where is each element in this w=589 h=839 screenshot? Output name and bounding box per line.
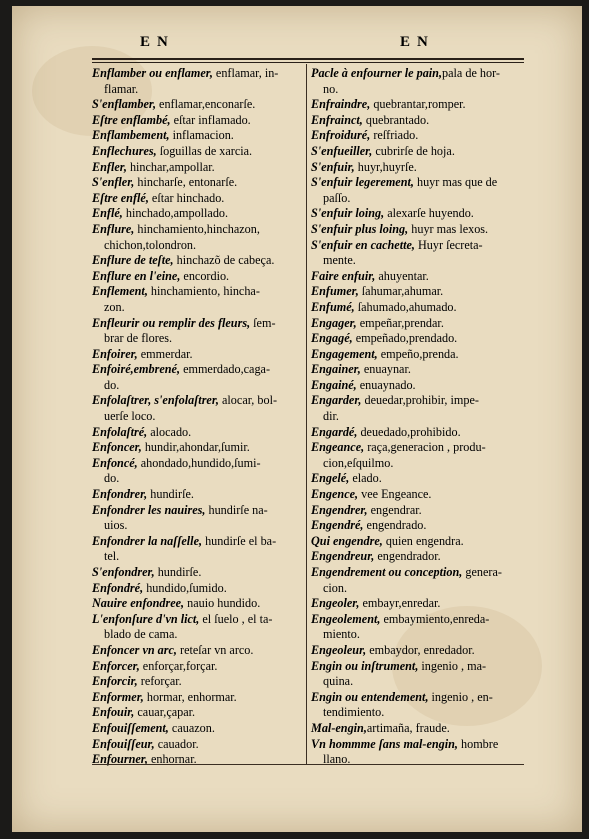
dictionary-entry (311, 503, 526, 519)
dictionary-entry (311, 721, 526, 737)
bottom-rule (92, 764, 524, 765)
dictionary-entry (92, 487, 300, 503)
entry-definition: nauio hundido. (184, 596, 261, 611)
entry-definition: enuaynado. (356, 377, 416, 392)
entry-definition: emmerdado,caga- (180, 362, 271, 377)
left-column (92, 66, 300, 768)
dictionary-entry (311, 393, 526, 424)
entry-headword: Enfondrer les nauires, (92, 502, 206, 517)
dictionary-entry (311, 487, 526, 503)
dictionary-entry (311, 316, 526, 332)
header-right: EN (400, 34, 435, 50)
entry-headword: S'enfuir, (311, 159, 355, 174)
entry-headword: Eſtre enflambé, (92, 112, 171, 127)
entry-definition: embaydor, enredador. (366, 642, 475, 657)
dictionary-entry (311, 238, 526, 269)
dictionary-entry (311, 300, 526, 316)
dictionary-entry (311, 206, 526, 222)
dictionary-entry (311, 596, 526, 612)
entry-headword: Engainé, (311, 377, 357, 392)
entry-headword: S'enfuir legerement, (311, 175, 414, 190)
dictionary-entry (311, 128, 526, 144)
entry-definition: reforçar. (137, 674, 182, 689)
entry-headword: Engendreur, (311, 549, 375, 564)
entry-definition: embayr,enredar. (359, 596, 441, 611)
entry-headword: Vn hommme ſans mal-engin, (311, 736, 458, 751)
entry-headword: Enflure, (92, 221, 135, 236)
dictionary-entry (92, 565, 300, 581)
entry-continuation: uios. (104, 518, 128, 533)
entry-definition: cauar,çapar. (134, 705, 196, 720)
entry-definition: hundirſe. (147, 487, 194, 502)
dictionary-entry (311, 97, 526, 113)
entry-definition: hincharſe, entonarſe. (134, 175, 238, 190)
dictionary-entry (92, 222, 300, 253)
entry-definition: engendrador. (374, 549, 441, 564)
entry-definition: quebrantado. (362, 112, 430, 127)
entry-definition: huyr mas que de (413, 175, 498, 190)
entry-headword: Engelé, (311, 471, 350, 486)
entry-definition: ſahumado,ahumado. (354, 299, 457, 314)
entry-headword: Enflure de teſte, (92, 253, 174, 268)
entry-headword: S'enflamber, (92, 97, 156, 112)
entry-definition: enforçar,forçar. (139, 658, 218, 673)
dictionary-entry (92, 456, 300, 487)
dictionary-entry (92, 440, 300, 456)
dictionary-entry (311, 690, 526, 721)
entry-definition: cauador. (154, 736, 199, 751)
entry-definition: cubrirſe de hoja. (372, 143, 455, 158)
dictionary-entry (92, 316, 300, 347)
dictionary-entry (92, 347, 300, 363)
entry-headword: Nauire enfondree, (92, 596, 185, 611)
entry-headword: Pacle à enfourner le pain, (311, 66, 443, 80)
entry-continuation: do. (104, 471, 120, 486)
entry-headword: Enflechures, (92, 143, 157, 158)
header-rule-thin (92, 62, 524, 63)
entry-headword: S'enfler, (92, 175, 135, 190)
entry-continuation: dir. (323, 409, 339, 424)
entry-definition: hinchado,ampollado. (122, 206, 229, 221)
entry-headword: Enfoiré,embrené, (92, 362, 181, 377)
entry-continuation: miento. (323, 627, 360, 642)
entry-headword: Enformer, (92, 689, 144, 704)
entry-headword: S'enfuir loing, (311, 206, 385, 221)
entry-headword: Engarder, (311, 393, 362, 408)
entry-definition: quien engendra. (382, 533, 464, 548)
dictionary-entry (311, 425, 526, 441)
dictionary-entry (311, 659, 526, 690)
entry-continuation: llano. (323, 752, 351, 767)
dictionary-entry (92, 503, 300, 534)
dictionary-entry (311, 66, 526, 97)
dictionary-entry (92, 66, 300, 97)
running-header (92, 34, 541, 56)
dictionary-entry (311, 113, 526, 129)
entry-definition: eſtar hinchado. (148, 190, 225, 205)
entry-headword: Enflamber ou enflamer, (92, 66, 213, 80)
entry-definition: hormar, enhormar. (143, 689, 237, 704)
entry-headword: Enfroiduré, (311, 128, 371, 143)
entry-headword: Engendrer, (311, 502, 368, 517)
entry-headword: Enflambement, (92, 128, 170, 143)
entry-definition: ſahumar,ahumar. (358, 284, 444, 299)
entry-headword: Enfumer, (311, 284, 359, 299)
entry-headword: S'enfueiller, (311, 143, 373, 158)
entry-definition: enhornar. (147, 752, 197, 767)
entry-continuation: paſſo. (323, 190, 351, 205)
dictionary-entry (311, 471, 526, 487)
entry-headword: Mal-engin, (311, 720, 367, 735)
entry-headword: Engendrement ou conception, (311, 565, 463, 579)
entry-continuation: tendimiento. (323, 705, 385, 720)
entry-definition: alocar, bol- (218, 393, 278, 408)
dictionary-entry (311, 534, 526, 550)
dictionary-entry (92, 144, 300, 160)
entry-definition: hundir,ahondar,ſumir. (141, 440, 250, 455)
entry-headword: Enfolaſtré, (92, 424, 148, 439)
entry-definition: ingenio , ma- (418, 658, 487, 673)
entry-continuation: cion. (323, 580, 348, 595)
entry-headword: Engin ou entendement, (311, 689, 429, 704)
entry-headword: Enforcir, (92, 674, 138, 689)
dictionary-entry (92, 534, 300, 565)
dictionary-entry (311, 518, 526, 534)
entry-definition: hombre (457, 736, 499, 751)
dictionary-entry (92, 284, 300, 315)
dictionary-entry (92, 737, 300, 753)
dictionary-entry (92, 596, 300, 612)
entry-headword: S'enfuir en cachette, (311, 237, 415, 252)
dictionary-entry (92, 674, 300, 690)
dictionary-entry (311, 331, 526, 347)
dictionary-entry (92, 269, 300, 285)
entry-definition: alocado. (147, 424, 192, 439)
entry-definition: hundirſe el ba- (202, 533, 277, 548)
entry-definition: quebrantar,romper. (370, 97, 466, 112)
entry-definition: reſfriado. (370, 128, 419, 143)
entry-headword: Enfoncé, (92, 455, 138, 470)
dictionary-entry (92, 659, 300, 675)
entry-definition: vee Engeance. (358, 487, 432, 502)
entry-definition: reteſar vn arco. (176, 642, 254, 657)
entry-continuation: cion,eſquilmo. (323, 455, 394, 470)
entry-definition: alexarſe huyendo. (384, 206, 474, 221)
entry-headword: Engagé, (311, 331, 353, 346)
entry-headword: Engainer, (311, 362, 361, 377)
entry-continuation: brar de flores. (104, 331, 173, 346)
entry-headword: Enfoncer vn arc, (92, 642, 177, 657)
entry-headword: Enfondrer, (92, 487, 148, 502)
column-divider (306, 64, 307, 764)
dictionary-entry (311, 378, 526, 394)
entry-headword: Enflement, (92, 284, 148, 299)
dictionary-entry (311, 612, 526, 643)
entry-continuation: tel. (104, 549, 120, 564)
entry-headword: Enforcer, (92, 658, 140, 673)
entry-definition: hundido,ſumido. (143, 580, 227, 595)
entry-definition: hinchazõ de cabeça. (173, 253, 275, 268)
entry-continuation: no. (323, 81, 339, 96)
dictionary-entry (92, 425, 300, 441)
entry-definition: cauazon. (168, 720, 215, 735)
entry-headword: Enfler, (92, 159, 127, 174)
entry-definition: huyr,huyrſe. (354, 159, 417, 174)
entry-headword: Enfumé, (311, 299, 355, 314)
entry-continuation: do. (104, 377, 120, 392)
entry-continuation: blado de cama. (104, 627, 178, 642)
dictionary-entry (92, 97, 300, 113)
entry-continuation: zon. (104, 299, 125, 314)
entry-definition: ſem- (250, 315, 276, 330)
entry-definition: artimaña, fraude. (366, 720, 450, 735)
entry-definition: engendrar. (367, 502, 422, 517)
entry-definition: ingenio , en- (428, 689, 493, 704)
entry-headword: Faire enfuir, (311, 268, 376, 283)
entry-headword: Enfoirer, (92, 346, 138, 361)
entry-continuation: mente. (323, 253, 356, 268)
entry-headword: Enfoncer, (92, 440, 142, 455)
header-rule (92, 58, 524, 60)
entry-headword: Enfondrer la naſſelle, (92, 533, 203, 548)
entry-headword: Eſtre enflé, (92, 190, 149, 205)
entry-headword: Enflure en l'eine, (92, 268, 181, 283)
entry-headword: Enfouir, (92, 705, 135, 720)
entry-headword: Enfondré, (92, 580, 144, 595)
entry-headword: Enfrainct, (311, 112, 363, 127)
header-left: EN (140, 34, 175, 50)
right-column (311, 66, 526, 768)
entry-definition: encordio. (180, 268, 230, 283)
dictionary-entry (92, 690, 300, 706)
dictionary-entry (92, 128, 300, 144)
entry-definition: ahondado,hundido,ſumi- (137, 455, 261, 470)
entry-definition: elado. (349, 471, 382, 486)
entry-headword: Engeolement, (311, 611, 381, 626)
entry-headword: Engence, (311, 487, 359, 502)
dictionary-entry (311, 440, 526, 471)
dictionary-entry (92, 393, 300, 424)
entry-headword: Engager, (311, 315, 357, 330)
entry-headword: S'enfondrer, (92, 565, 155, 579)
entry-definition: enflamar, in- (212, 66, 279, 80)
entry-headword: Engagement, (311, 346, 378, 361)
entry-headword: Engardé, (311, 424, 358, 439)
entry-headword: Engin ou inſtrument, (311, 658, 419, 673)
dictionary-entry (311, 175, 526, 206)
dictionary-entry (92, 253, 300, 269)
entry-headword: Enflé, (92, 206, 123, 221)
entry-definition: empeñar,prendar. (356, 315, 444, 330)
dictionary-entry (311, 144, 526, 160)
entry-definition: ſoguillas de xarcia. (156, 143, 253, 158)
entry-headword: L'enfonſure d'vn lict, (92, 611, 200, 626)
entry-definition: empeño,prenda. (377, 346, 459, 361)
entry-definition: pala de hor- (442, 66, 500, 80)
dictionary-entry (311, 284, 526, 300)
entry-definition: ahuyentar. (375, 268, 429, 283)
entry-definition: enuaynar. (360, 362, 411, 377)
entry-headword: Engendré, (311, 518, 364, 533)
dictionary-entry (92, 612, 300, 643)
dictionary-entry (311, 269, 526, 285)
dictionary-entry (92, 362, 300, 393)
entry-headword: Enfraindre, (311, 97, 371, 112)
entry-headword: S'enfuir plus loing, (311, 221, 409, 236)
dictionary-entry (92, 175, 300, 191)
entry-definition: eſtar inflamado. (170, 112, 251, 127)
dictionary-entry (311, 643, 526, 659)
entry-definition: hinchamiento,hinchazon, (134, 221, 260, 236)
entry-continuation: chichon,tolondron. (104, 237, 197, 252)
dictionary-entry (92, 752, 300, 768)
dictionary-entry (311, 160, 526, 176)
entry-definition: hundirſe. (154, 565, 202, 579)
dictionary-entry (92, 191, 300, 207)
entry-definition: huyr mas lexos. (408, 221, 489, 236)
dictionary-entry (92, 705, 300, 721)
dictionary-entry (92, 206, 300, 222)
dictionary-entry (92, 721, 300, 737)
entry-headword: Enfourner, (92, 752, 148, 767)
dictionary-entry (311, 222, 526, 238)
entry-headword: Engeoler, (311, 596, 360, 611)
dictionary-entry (92, 113, 300, 129)
entry-definition: genera- (462, 565, 502, 579)
entry-definition: Huyr ſecreta- (414, 237, 483, 252)
entry-continuation: uerſe loco. (104, 409, 156, 424)
entry-continuation: quina. (323, 674, 354, 689)
entry-headword: Enfouiſſeur, (92, 736, 155, 751)
entry-definition: hinchamiento, hincha- (147, 284, 260, 299)
entry-headword: Enfleurir ou remplir des fleurs, (92, 315, 251, 330)
dictionary-entry (92, 160, 300, 176)
entry-definition: enflamar,enconarſe. (156, 97, 256, 112)
dictionary-entry (311, 565, 526, 596)
entry-headword: Enfouiſſement, (92, 720, 169, 735)
entry-definition: engendrado. (363, 518, 427, 533)
dictionary-entry (311, 362, 526, 378)
entry-definition: emmerdar. (137, 346, 193, 361)
entry-continuation: flamar. (104, 81, 139, 96)
entry-definition: hinchar,ampollar. (126, 159, 215, 174)
dictionary-entry (311, 549, 526, 565)
entry-headword: Engeoleur, (311, 642, 367, 657)
dictionary-entry (92, 643, 300, 659)
entry-definition: embaymiento,enreda- (380, 611, 490, 626)
entry-headword: Engeance, (311, 440, 365, 455)
entry-definition: empeñado,prendado. (352, 331, 458, 346)
entry-definition: raça,generacion , produ- (364, 440, 486, 455)
dictionary-entry (311, 347, 526, 363)
entry-headword: Enfolaſtrer, s'enfolaſtrer, (92, 393, 219, 408)
entry-definition: deuedar,prohibir, impe- (361, 393, 479, 408)
dictionary-entry (92, 581, 300, 597)
entry-definition: hundirſe na- (205, 502, 268, 517)
entry-definition: deuedado,prohibido. (357, 424, 461, 439)
entry-definition: inflamacion. (169, 128, 234, 143)
entry-definition: el ſuelo , el ta- (199, 611, 273, 626)
entry-headword: Qui engendre, (311, 533, 383, 548)
